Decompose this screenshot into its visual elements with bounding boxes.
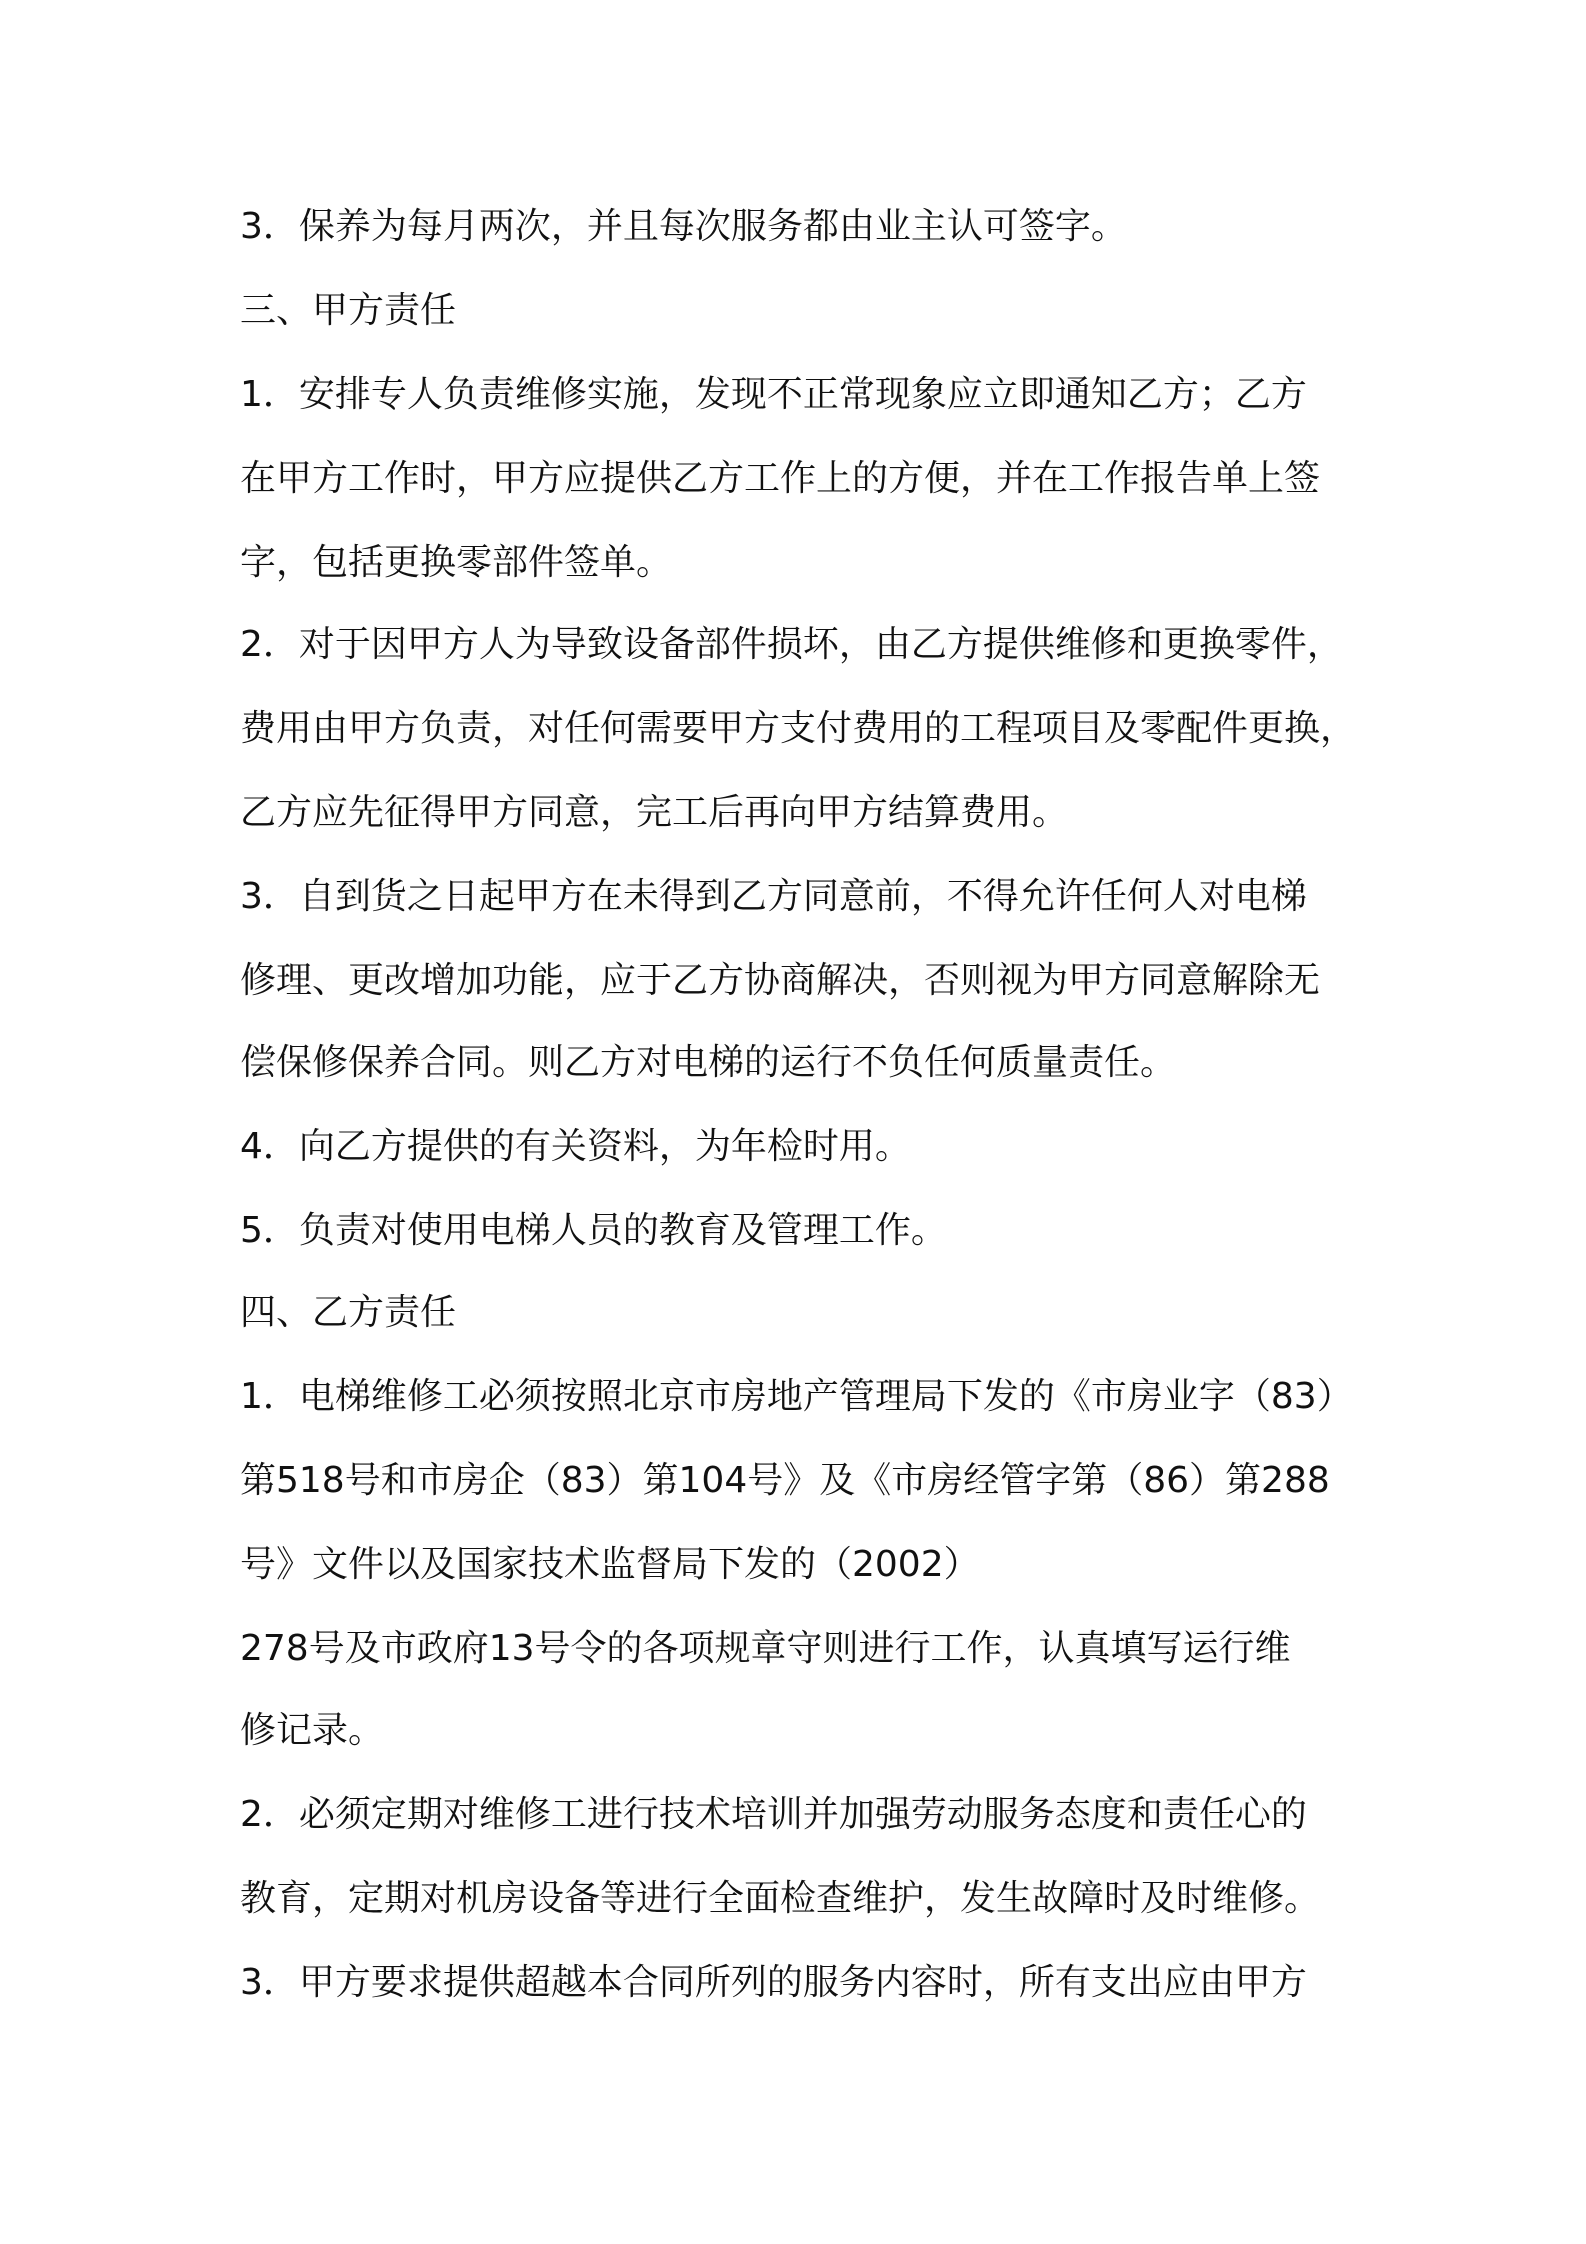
party-a-clause-2-line-3: 乙方应先征得甲方同意，完工后再向甲方结算费用。 — [240, 792, 1069, 833]
party-a-clause-4: 4．向乙方提供的有关资料，为年检时用。 — [240, 1126, 911, 1167]
party-b-clause-1-line-2: 第518号和市房企（83）第104号》及《市房经管字第（86）第288 — [240, 1460, 1330, 1501]
party-a-clause-2-line-1: 2．对于因甲方人为导致设备部件损坏，由乙方提供维修和更换零件， — [240, 624, 1343, 665]
party-b-clause-3-line-1: 3．甲方要求提供超越本合同所列的服务内容时，所有支出应由甲方 — [240, 1962, 1307, 2003]
party-b-clause-2-line-2: 教育，定期对机房设备等进行全面检查维护，发生故障时及时维修。 — [240, 1878, 1321, 1919]
party-b-clause-1-line-4: 278号及市政府13号令的各项规章守则进行工作，认真填写运行维 — [240, 1628, 1291, 1669]
party-a-clause-3-line-1: 3．自到货之日起甲方在未得到乙方同意前，不得允许任何人对电梯 — [240, 876, 1307, 917]
party-a-clause-1-line-1: 1．安排专人负责维修实施，发现不正常现象应立即通知乙方；乙方 — [240, 374, 1307, 415]
section-heading-party-a-responsibility: 三、甲方责任 — [240, 290, 457, 331]
party-b-clause-1-line-3: 号》文件以及国家技术监督局下发的（2002） — [240, 1544, 980, 1585]
party-a-clause-2-line-2: 费用由甲方负责，对任何需要甲方支付费用的工程项目及零配件更换， — [240, 708, 1357, 749]
party-a-clause-1-line-2: 在甲方工作时，甲方应提供乙方工作上的方便，并在工作报告单上签 — [240, 458, 1321, 499]
party-b-clause-1-line-1: 1．电梯维修工必须按照北京市房地产管理局下发的《市房业字（83） — [240, 1376, 1353, 1417]
party-a-clause-5: 5．负责对使用电梯人员的教育及管理工作。 — [240, 1210, 947, 1251]
clause-3-maintenance-frequency: 3．保养为每月两次，并且每次服务都由业主认可签字。 — [240, 206, 1127, 247]
party-a-clause-3-line-2: 修理、更改增加功能，应于乙方协商解决，否则视为甲方同意解除无 — [240, 960, 1321, 1001]
party-b-clause-1-line-5: 修记录。 — [240, 1710, 385, 1751]
party-a-clause-1-line-3: 字，包括更换零部件签单。 — [240, 542, 673, 583]
party-a-clause-3-line-3: 偿保修保养合同。则乙方对电梯的运行不负任何质量责任。 — [240, 1042, 1177, 1083]
party-b-clause-2-line-1: 2．必须定期对维修工进行技术培训并加强劳动服务态度和责任心的 — [240, 1794, 1307, 1835]
section-heading-party-b-responsibility: 四、乙方责任 — [240, 1292, 457, 1333]
